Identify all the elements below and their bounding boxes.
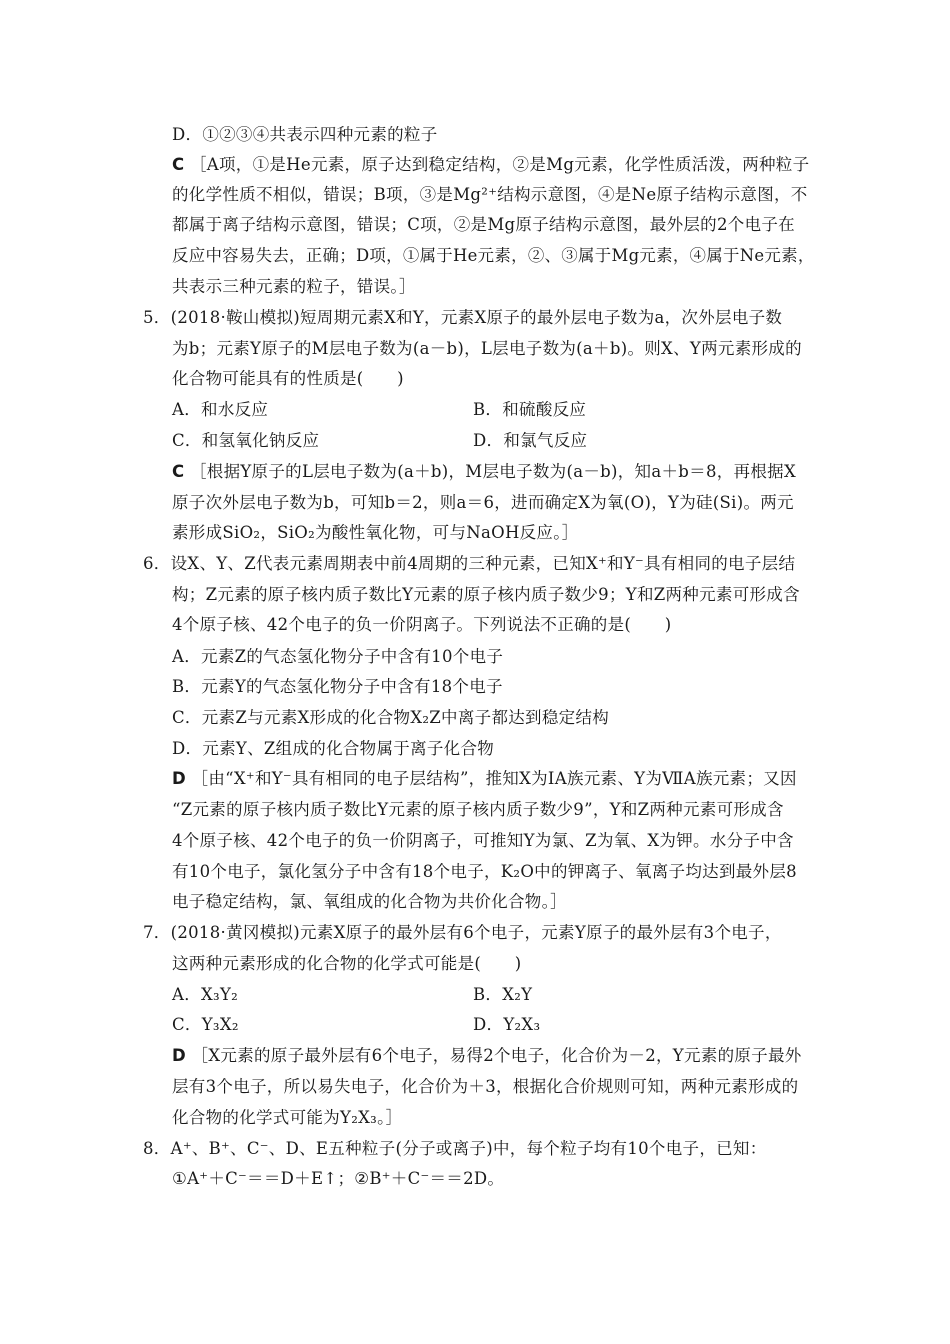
q4-expl-3: 反应中容易失去，正确；D项，①属于He元素，②、③属于Mg元素，④属于Ne元素，: [172, 246, 815, 265]
q6-stem-0: 6．设X、Y、Z代表元素周期表中前4周期的三种元素，已知X⁺和Y⁻具有相同的电子层结: [143, 554, 796, 573]
q6-stem-2: 4个原子核、42个电子的负一价阴离子。下列说法不正确的是( ): [172, 615, 672, 634]
q7-expl-0: ［X元素的原子最外层有6个电子，易得2个电子，化合价为－2，Y元素的原子最外: [191, 1046, 802, 1065]
q5-stem-0: 5．(2018·鞍山模拟)短周期元素X和Y，元素X原子的最外层电子数为a，次外层电子数: [143, 308, 783, 327]
q8-stem-1: ①A⁺＋C⁻＝＝D＋E↑；②B⁺＋C⁻＝＝2D。: [172, 1169, 505, 1188]
q5-option-d: D．和氯气反应: [473, 431, 588, 450]
q6-option-a: A．元素Z的气态氢化物分子中含有10个电子: [172, 647, 504, 666]
q6-explanation-line: [172, 768, 797, 790]
q4-expl-4: 共表示三种元素的粒子，错误。］: [172, 277, 416, 296]
q4-expl-0: ［A项，①是He元素，原子达到稳定结构，②是Mg元素，化学性质活泼，两种粒子: [189, 155, 810, 174]
q7-option-b: B．X₂Y: [473, 985, 533, 1004]
q5-stem-2: 化合物可能具有的性质是( ): [172, 369, 404, 388]
q7-option-a: A．X₃Y₂: [172, 985, 239, 1004]
q6-option-b: B．元素Y的气态氢化物分子中含有18个电子: [172, 677, 503, 696]
q6-expl-3: 有10个电子，氯化氢分子中含有18个电子，K₂O中的钾离子、氧离子均达到最外层8: [172, 862, 797, 881]
q4-answer-letter: C: [172, 155, 185, 174]
q4-expl-1: 的化学性质不相似，错误；B项，③是Mg²⁺结构示意图，④是Ne原子结构示意图，不: [172, 185, 808, 204]
q4-expl-2: 都属于离子结构示意图，错误；C项，②是Mg原子结构示意图，最外层的2个电子在: [172, 215, 795, 234]
q7-explanation-line: [172, 1045, 802, 1067]
q5-explanation-line: [172, 461, 796, 483]
q6-answer-letter: D: [172, 769, 186, 788]
q6-expl-1: “Z元素的原子核内质子数比Y元素的原子核内质子数少9”，Y和Z两种元素可形成含: [172, 800, 784, 819]
q5-expl-2: 素形成SiO₂，SiO₂为酸性氧化物，可与NaOH反应。］: [172, 523, 579, 542]
q5-expl-0: ［根据Y原子的L层电子数为(a＋b)，M层电子数为(a－b)，知a＋b＝8，再根据X: [189, 462, 797, 481]
q6-expl-2: 4个原子核、42个电子的负一价阴离子，可推知Y为氯、Z为氧、X为钾。水分子中含: [172, 831, 794, 850]
q5-option-c: C．和氢氧化钠反应: [172, 431, 320, 450]
q5-stem-1: 为b；元素Y原子的M层电子数为(a－b)，L层电子数为(a＋b)。则X、Y两元素形成的: [172, 339, 802, 358]
q6-expl-4: 电子稳定结构，氯、氧组成的化合物为共价化合物。］: [172, 892, 567, 911]
q6-expl-0: ［由“X⁺和Y⁻具有相同的电子层结构”，推知X为ⅠA族元素、Y为ⅦA族元素；又因: [191, 769, 797, 788]
q5-answer-letter: C: [172, 462, 185, 481]
q4-explanation-line: [172, 154, 809, 176]
q6-option-d: D．元素Y、Z组成的化合物属于离子化合物: [172, 739, 495, 758]
q5-option-a: A．和水反应: [172, 400, 269, 419]
q6-option-c: C．元素Z与元素X形成的化合物X₂Z中离子都达到稳定结构: [172, 708, 610, 727]
q7-expl-2: 化合物的化学式可能为Y₂X₃。］: [172, 1108, 403, 1127]
q5-option-b: B．和硫酸反应: [473, 400, 587, 419]
q4-option-d: D．①②③④共表示四种元素的粒子: [172, 125, 438, 144]
q7-stem-1: 这两种元素形成的化合物的化学式可能是( ): [172, 954, 522, 973]
q7-option-d: D．Y₂X₃: [473, 1015, 541, 1034]
q8-stem-0: 8．A⁺、B⁺、C⁻、D、E五种粒子(分子或离子)中，每个粒子均有10个电子，已知：: [143, 1139, 767, 1158]
q6-stem-1: 构；Z元素的原子核内质子数比Y元素的原子核内质子数少9；Y和Z两种元素可形成含: [172, 585, 800, 604]
q7-stem-0: 7．(2018·黄冈模拟)元素X原子的最外层有6个电子，元素Y原子的最外层有3个电子，: [143, 923, 782, 942]
q7-option-c: C．Y₃X₂: [172, 1015, 239, 1034]
q5-expl-1: 原子次外层电子数为b，可知b＝2，则a＝6，进而确定X为氧(O)，Y为硅(Si)。两元: [172, 493, 794, 512]
q7-expl-1: 层有3个电子，所以易失电子，化合价为＋3，根据化合价规则可知，两种元素形成的: [172, 1077, 799, 1096]
q7-answer-letter: D: [172, 1046, 186, 1065]
